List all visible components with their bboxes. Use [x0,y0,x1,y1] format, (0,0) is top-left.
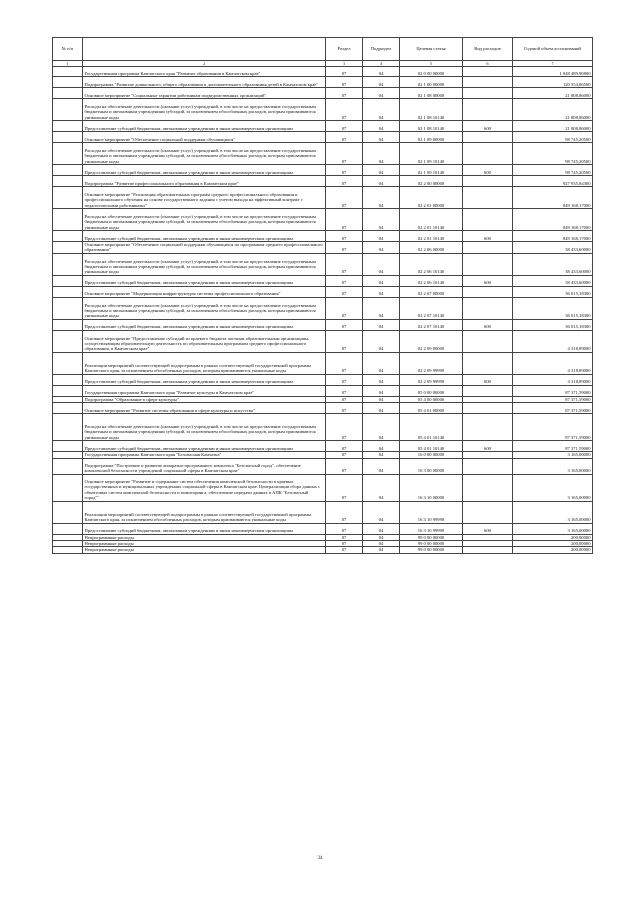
num-cell [53,275,83,286]
row-expense [463,88,513,99]
row-name: Предоставление субсидий бюджетным, автономным учреждениям и иным некоммерческим организациям [83,121,326,132]
row-expense: 600 [463,231,513,242]
row-name: Основное мероприятие "Реализация образовательных программ среднего профессионального образования и профессионального обучения на основе государственного задания с учетом выхода на эффективный контракт с педагогическими работниками" [83,187,326,209]
row-subsection: 04 [363,319,400,330]
row-section: 07 [326,253,363,275]
row-subsection: 04 [363,77,400,88]
row-subsection: 04 [363,231,400,242]
row-target: 02 2 01 00000 [400,187,463,209]
row-section: 07 [326,231,363,242]
row-name: Основное мероприятие "Предоставление субсидий из краевого бюджета частным образовательным организациям, осуществляющим образовательную деятельность по образовательным программам среднего профессионального образования, в Камчатском крае" [83,330,326,352]
header-section: Раздел [326,38,363,61]
num-cell [53,374,83,385]
row-subsection: 04 [363,253,400,275]
row-subsection: 04 [363,132,400,143]
row-section: 07 [326,330,363,352]
row-target: 02 1 09 00000 [400,132,463,143]
page-number: 34 [317,856,323,861]
row-section: 07 [326,414,363,441]
row-expense [463,297,513,319]
row-target: 02 2 07 10140 [400,297,463,319]
table-row [53,253,593,275]
row-name: Предоставление субсидий бюджетным, автономным учреждениям и иным некоммерческим организациям [83,231,326,242]
num-cell [53,242,83,254]
row-subsection: 04 [363,474,400,501]
row-target: 05 4 01 10140 [400,414,463,441]
row-target: 02 0 00 00000 [400,67,463,77]
col-number: 5 [400,61,463,67]
row-expense [463,385,513,396]
row-name: Расходы на обеспечение деятельности (оказание услуг) учреждений, в том числе на предоставление государственным бюджетным и автономным учреждениям субсидий, за исключением обособленных расходов, которым присваиваются уникальные коды [83,143,326,165]
row-name: Расходы на обеспечение деятельности (оказание услуг) учреждений, в том числе на предоставление государственным бюджетным и автономным учреждениям субсидий, за исключением обособленных расходов, которым присваиваются уникальные коды [83,297,326,319]
row-section: 07 [326,396,363,402]
row-subsection: 04 [363,547,400,553]
num-cell [53,132,83,143]
row-amount: 87 371,59000 [513,414,593,441]
col-number: 6 [463,61,513,67]
row-name: Основное мероприятие "Обеспечение социальной поддержки обучающихся по программам среднего профессионального образования" [83,242,326,254]
num-cell [53,121,83,132]
table-row [53,187,593,209]
table-row [53,286,593,297]
table-row [53,67,593,77]
row-name: Предоставление субсидий бюджетным, автономным учреждениям и иным некоммерческим организациям [83,275,326,286]
row-amount: 4 318,89000 [513,330,593,352]
row-amount: 849 168,17000 [513,187,593,209]
num-cell [53,385,83,396]
row-section: 07 [326,297,363,319]
row-name: Государственная программа Камчатского края "Развитие культуры в Камчатском крае" [83,385,326,396]
row-name: Государственная программа Камчатского края "Развитие образования в Камчатском крае" [83,67,326,77]
row-expense [463,253,513,275]
row-amount: 38 433,60000 [513,275,593,286]
num-cell [53,441,83,452]
row-amount: 98 745,20500 [513,143,593,165]
row-subsection: 04 [363,165,400,176]
num-cell [53,458,83,474]
row-subsection: 04 [363,441,400,452]
row-subsection: 04 [363,403,400,414]
num-cell [53,286,83,297]
num-cell [53,253,83,275]
row-target: 02 2 01 10140 [400,231,463,242]
num-cell [53,330,83,352]
row-target: 05 4 01 00000 [400,403,463,414]
row-subsection: 04 [363,275,400,286]
row-section: 07 [326,385,363,396]
row-amount: 38 433,60000 [513,253,593,275]
row-expense [463,286,513,297]
num-cell [53,352,83,374]
table-row [53,547,593,553]
table-row [53,297,593,319]
row-expense [463,143,513,165]
row-section: 07 [326,209,363,231]
row-name: Основное мероприятие "Социальные гарантии работникам подведомственных организаций" [83,88,326,99]
col-number: 3 [326,61,363,67]
row-expense: 600 [463,523,513,534]
row-expense: 600 [463,319,513,330]
row-subsection: 04 [363,523,400,534]
row-subsection: 04 [363,176,400,187]
table-row [53,352,593,374]
row-target: 02 2 06 10140 [400,275,463,286]
row-section: 07 [326,319,363,330]
row-target: 05 4 00 00000 [400,396,463,402]
row-target: 16 3 10 00000 [400,474,463,501]
row-target: 02 2 00 00000 [400,176,463,187]
row-expense: 600 [463,441,513,452]
col-number: 1 [53,61,83,67]
row-name: Основное мероприятие "Развитие и содержание систем обеспечения комплексной безопасности в краевых государственных и муниципальных учреждениях социальной сферы в Камчатском крае. Централизация сбора данных с объектовых систем комплексной безопасности и мониторинга, обеспечение передачи данных в АПК "Безопасный город"" [83,474,326,501]
table-row [53,242,593,254]
row-section: 07 [326,275,363,286]
row-expense: 600 [463,374,513,385]
row-section: 07 [326,474,363,501]
row-name: Предоставление субсидий бюджетным, автономным учреждениям и иным некоммерческим организациям [83,374,326,385]
row-expense [463,474,513,501]
num-cell [53,501,83,523]
row-name: Предоставление субсидий бюджетным, автономным учреждениям и иным некоммерческим организациям [83,165,326,176]
num-cell [53,547,83,553]
row-amount: 3 165,00000 [513,523,593,534]
col-number: 2 [83,61,326,67]
row-subsection: 04 [363,396,400,402]
row-name: Реализация мероприятий соответствующей подпрограммы в рамках соответствующей государственной программы Камчатского края, за исключением обособленных расходов, которым присваиваются уникальные коды [83,352,326,374]
num-cell [53,67,83,77]
table-row [53,330,593,352]
row-expense [463,209,513,231]
row-name: Непрограммные расходы [83,547,326,553]
row-target: 05 0 00 00000 [400,385,463,396]
row-expense [463,176,513,187]
row-section: 07 [326,132,363,143]
row-target: 02 2 06 10140 [400,253,463,275]
row-target: 02 1 08 10140 [400,121,463,132]
num-cell [53,99,83,121]
row-target: 05 4 01 10140 [400,441,463,452]
row-subsection: 04 [363,374,400,385]
row-subsection: 04 [363,209,400,231]
row-amount: 87 371,59000 [513,385,593,396]
row-amount: 200,00000 [513,541,593,547]
row-amount: 3 165,00000 [513,458,593,474]
row-subsection: 04 [363,297,400,319]
row-target: 02 2 09 99990 [400,352,463,374]
num-cell [53,403,83,414]
row-expense [463,403,513,414]
row-subsection: 04 [363,458,400,474]
row-subsection: 04 [363,121,400,132]
row-subsection: 04 [363,242,400,254]
row-name: Расходы на обеспечение деятельности (оказание услуг) учреждений, в том числе на предоставление государственным бюджетным и автономным учреждениям субсидий, за исключением обособленных расходов, которым присваиваются уникальные коды [83,209,326,231]
col-number: 4 [363,61,400,67]
row-name: Расходы на обеспечение деятельности (оказание услуг) учреждений, в том числе на предоставление государственным бюджетным и автономным учреждениям субсидий, за исключением обособленных расходов, которым присваиваются уникальные коды [83,414,326,441]
row-section: 07 [326,286,363,297]
row-name: Подпрограмма "Развитие профессионального образования в Камчатском крае" [83,176,326,187]
row-target: 02 1 08 10140 [400,99,463,121]
row-amount: 87 371,59000 [513,403,593,414]
row-name: Предоставление субсидий бюджетным, автономным учреждениям и иным некоммерческим организациям [83,319,326,330]
table-body [53,67,593,554]
row-expense [463,77,513,88]
row-section: 07 [326,165,363,176]
row-amount: 4 318,89000 [513,352,593,374]
table-row [53,523,593,534]
row-target: 02 2 07 00000 [400,286,463,297]
row-section: 07 [326,458,363,474]
row-expense [463,352,513,374]
row-amount: 1 048 489,90800 [513,67,593,77]
row-target: 02 2 09 99990 [400,374,463,385]
row-section: 07 [326,352,363,374]
row-subsection: 04 [363,67,400,77]
budget-table-sheet [52,37,592,554]
row-target: 99 0 00 00000 [400,541,463,547]
table-row [53,403,593,414]
row-expense: 600 [463,275,513,286]
num-cell [53,165,83,176]
header-target: Целевая статья [400,38,463,61]
row-amount: 849 168,17000 [513,209,593,231]
row-name: Подпрограмма "Развитие дошкольного, общего образования и дополнительного образования детей в Камчатском крае" [83,77,326,88]
header-name [83,38,326,61]
row-expense: 600 [463,165,513,176]
row-section: 07 [326,121,363,132]
row-section: 07 [326,441,363,452]
row-target: 16 3 10 99990 [400,523,463,534]
row-target: 16 0 00 00000 [400,452,463,458]
row-name: Непрограммные расходы [83,534,326,540]
row-name: Государственная программа Камчатского края "Безопасная Камчатка" [83,452,326,458]
num-cell [53,77,83,88]
table-row [53,474,593,501]
row-name: Предоставление субсидий бюджетным, автономным учреждениям и иным некоммерческим организациям [83,523,326,534]
row-name: Предоставление субсидий бюджетным, автономным учреждениям и иным некоммерческим организациям [83,441,326,452]
row-expense [463,187,513,209]
row-target: 02 1 09 10140 [400,165,463,176]
row-amount: 21 808,86000 [513,121,593,132]
row-target: 16 3 10 99990 [400,501,463,523]
table-row [53,385,593,396]
row-expense [463,501,513,523]
row-name: Основное мероприятие "Модернизация инфраструктуры системы профессионального образования" [83,286,326,297]
row-subsection: 04 [363,541,400,547]
table-row [53,441,593,452]
table-row [53,165,593,176]
table-row [53,121,593,132]
table-row [53,414,593,441]
row-subsection: 04 [363,286,400,297]
row-subsection: 04 [363,414,400,441]
table-row [53,209,593,231]
row-name: Подпрограмма "Построение и развитие аппаратно-программного комплекса "Безопасный город", обеспечение комплексной безопасности учреждений социальной сферы в Камчатском крае" [83,458,326,474]
header-volume: Годовой объем ассигнований [513,38,593,61]
row-subsection: 04 [363,352,400,374]
num-cell [53,176,83,187]
row-amount: 36 015,18300 [513,286,593,297]
table-row [53,176,593,187]
row-amount: 200,00000 [513,534,593,540]
row-name: Подпрограмма "Образование в сфере культуры" [83,396,326,402]
header-num: № п/п [53,38,83,61]
row-name: Реализация мероприятий соответствующей подпрограммы в рамках соответствующей государственной программы Камчатского края, за исключением обособленных расходов, которым присваиваются уникальные коды [83,501,326,523]
row-amount: 38 433,60000 [513,242,593,254]
row-expense: 600 [463,121,513,132]
num-cell [53,209,83,231]
row-expense [463,99,513,121]
table-row [53,143,593,165]
col-number: 7 [513,61,593,67]
row-amount: 3 165,00000 [513,474,593,501]
row-section: 07 [326,534,363,540]
row-amount: 849 168,17000 [513,231,593,242]
row-amount: 4 318,89000 [513,374,593,385]
table-row [53,458,593,474]
row-amount: 98 745,20500 [513,132,593,143]
row-target: 02 2 09 00000 [400,330,463,352]
table-row [53,275,593,286]
row-target: 02 1 00 00000 [400,77,463,88]
row-expense [463,67,513,77]
row-amount: 87 371,59000 [513,441,593,452]
row-section: 07 [326,176,363,187]
row-expense [463,547,513,553]
table-row [53,88,593,99]
row-target: 99 0 00 00000 [400,547,463,553]
row-target: 02 2 06 00000 [400,242,463,254]
row-section: 07 [326,88,363,99]
row-subsection: 04 [363,501,400,523]
table-row [53,231,593,242]
row-name: Расходы на обеспечение деятельности (оказание услуг) учреждений, в том числе на предоставление государственным бюджетным и автономным учреждениям субсидий, за исключением обособленных расходов, которым присваиваются уникальные коды [83,99,326,121]
row-subsection: 04 [363,385,400,396]
row-expense [463,458,513,474]
table-row [53,77,593,88]
num-cell [53,319,83,330]
num-cell [53,297,83,319]
table-header-row [53,38,593,61]
row-subsection: 04 [363,187,400,209]
row-expense [463,414,513,441]
row-target: 02 2 01 10140 [400,209,463,231]
row-section: 07 [326,403,363,414]
row-target: 02 1 09 10140 [400,143,463,165]
row-section: 07 [326,67,363,77]
table-row [53,132,593,143]
row-section: 07 [326,501,363,523]
row-amount: 200,00000 [513,547,593,553]
row-subsection: 04 [363,143,400,165]
row-expense [463,132,513,143]
row-target: 99 0 00 00000 [400,534,463,540]
row-expense [463,330,513,352]
row-amount: 87 371,59000 [513,396,593,402]
row-subsection: 04 [363,534,400,540]
row-amount: 21 808,86000 [513,88,593,99]
row-amount: 36 015,18300 [513,297,593,319]
row-subsection: 04 [363,452,400,458]
row-target: 02 2 07 10140 [400,319,463,330]
row-expense [463,242,513,254]
row-amount: 98 745,20500 [513,165,593,176]
row-name: Расходы на обеспечение деятельности (оказание услуг) учреждений, в том числе на предоставление государственным бюджетным и автономным учреждениям субсидий, за исключением обособленных расходов, которым присваиваются уникальные коды [83,253,326,275]
row-section: 07 [326,99,363,121]
row-amount: 3 165,00000 [513,452,593,458]
row-section: 07 [326,374,363,385]
table-row [53,501,593,523]
num-cell [53,187,83,209]
row-name: Основное мероприятие "Развитие системы образования в сфере культуры и искусства" [83,403,326,414]
table-row [53,99,593,121]
row-subsection: 04 [363,99,400,121]
row-amount: 36 015,18300 [513,319,593,330]
num-cell [53,474,83,501]
row-name: Непрограммные расходы [83,541,326,547]
row-section: 07 [326,242,363,254]
row-subsection: 04 [363,88,400,99]
num-cell [53,523,83,534]
row-section: 07 [326,541,363,547]
row-amount: 21 808,86000 [513,99,593,121]
row-name: Основное мероприятие "Обеспечение социальной поддержки обучающихся" [83,132,326,143]
row-section: 07 [326,547,363,553]
row-section: 07 [326,143,363,165]
row-amount: 3 165,00000 [513,501,593,523]
num-cell [53,231,83,242]
num-cell [53,414,83,441]
header-expense: Вид расходов [463,38,513,61]
table-row [53,374,593,385]
row-section: 07 [326,77,363,88]
row-amount: 927 935,84300 [513,176,593,187]
row-subsection: 04 [363,330,400,352]
row-section: 07 [326,452,363,458]
row-section: 07 [326,187,363,209]
row-target: 02 1 08 00000 [400,88,463,99]
num-cell [53,88,83,99]
budget-table [52,37,593,554]
row-section: 07 [326,523,363,534]
header-subsection: Подраздел [363,38,400,61]
table-row [53,319,593,330]
row-amount: 120 554,06500 [513,77,593,88]
num-cell [53,143,83,165]
row-target: 16 3 00 00000 [400,458,463,474]
